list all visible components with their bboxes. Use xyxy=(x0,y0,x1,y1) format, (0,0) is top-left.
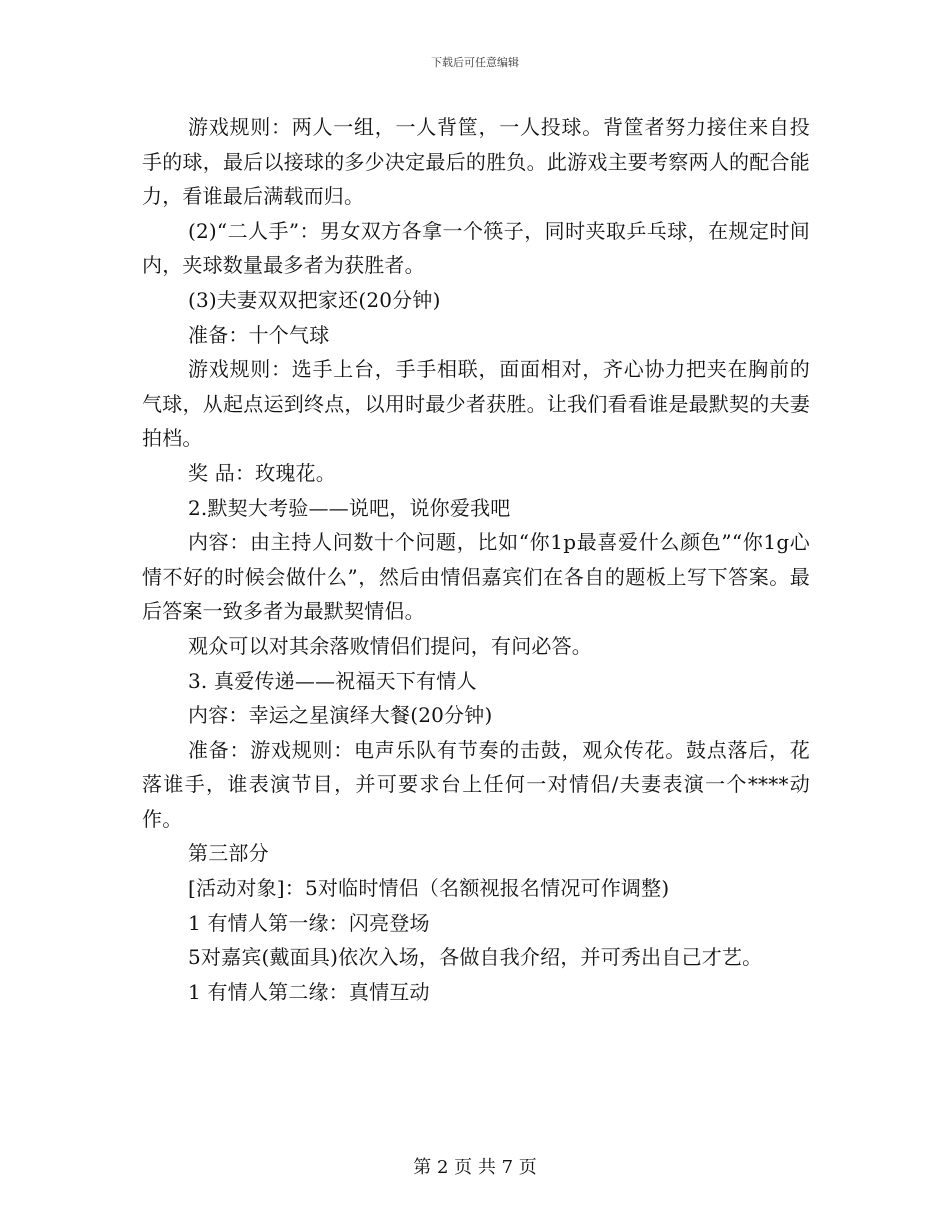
paragraph-preparation-balloons: 准备：十个气球 xyxy=(188,322,330,347)
paragraph-audience-questions: 观众可以对其余落败情侣们提问，有问必答。 xyxy=(188,633,592,658)
paragraph-lucky-star-content: 内容：幸运之星演绎大餐(20分钟) xyxy=(188,703,493,728)
paragraph-second-fate: 1 有情人第二缘：真情互动 xyxy=(188,979,430,1004)
paragraph-game-rules-basket: 游戏规则：两人一组，一人背筐，一人投球。背筐者努力接住来自投手的球，最后以接球的多少决定最后的胜负。此游戏主要考察两人的配合能力，看谁最后满载而归。 xyxy=(142,115,810,209)
paragraph-tacit-test-content: 内容：由主持人问数十个问题，比如“你1p最喜爱什么颜色”“你1g心情不好的时候会做什么”，然后由情侣嘉宾们在各自的题板上写下答案。最后答案一致多者为最默契情侣。 xyxy=(142,530,810,624)
page-number-footer: 第 2 页 共 7 页 xyxy=(413,1157,537,1178)
paragraph-two-person-hands: (2)“二人手”：男女双方各拿一个筷子，同时夹取乒乓球，在规定时间内，夹球数量最多者为获胜者。 xyxy=(142,218,810,278)
paragraph-first-fate: 1 有情人第一缘：闪亮登场 xyxy=(188,910,430,935)
paragraph-game-rules-balloons: 游戏规则：选手上台，手手相联，面面相对，齐心协力把夹在胸前的气球，从起点运到终点，以用时最少者获胜。让我们看看谁是最默契的夫妻拍档。 xyxy=(142,357,810,451)
document-body xyxy=(142,110,810,1009)
paragraph-guests-enter: 5对嘉宾(戴面具)依次入场，各做自我介绍，并可秀出自己才艺。 xyxy=(188,945,763,970)
paragraph-prize: 奖 品：玫瑰花。 xyxy=(188,460,336,485)
paragraph-activity-targets: [活动对象]：5对临时情侣（名额视报名情况可作调整) xyxy=(188,876,670,901)
paragraph-couple-home: (3)夫妻双双把家还(20分钟) xyxy=(188,287,441,312)
paragraph-drum-flower-game: 准备：游戏规则：电声乐队有节奏的击鼓，观众传花。鼓点落后，花落谁手，谁表演节目，并可要求台上任何一对情侣/夫妻表演一个****动作。 xyxy=(142,737,810,831)
paragraph-part-three-heading: 第三部分 xyxy=(188,841,269,866)
paragraph-tacit-test-heading: 2.默契大考验——说吧，说你爱我吧 xyxy=(188,495,511,520)
paragraph-true-love-heading: 3. 真爱传递——祝福天下有情人 xyxy=(188,668,477,693)
header-note: 下载后可任意编辑 xyxy=(431,56,519,69)
